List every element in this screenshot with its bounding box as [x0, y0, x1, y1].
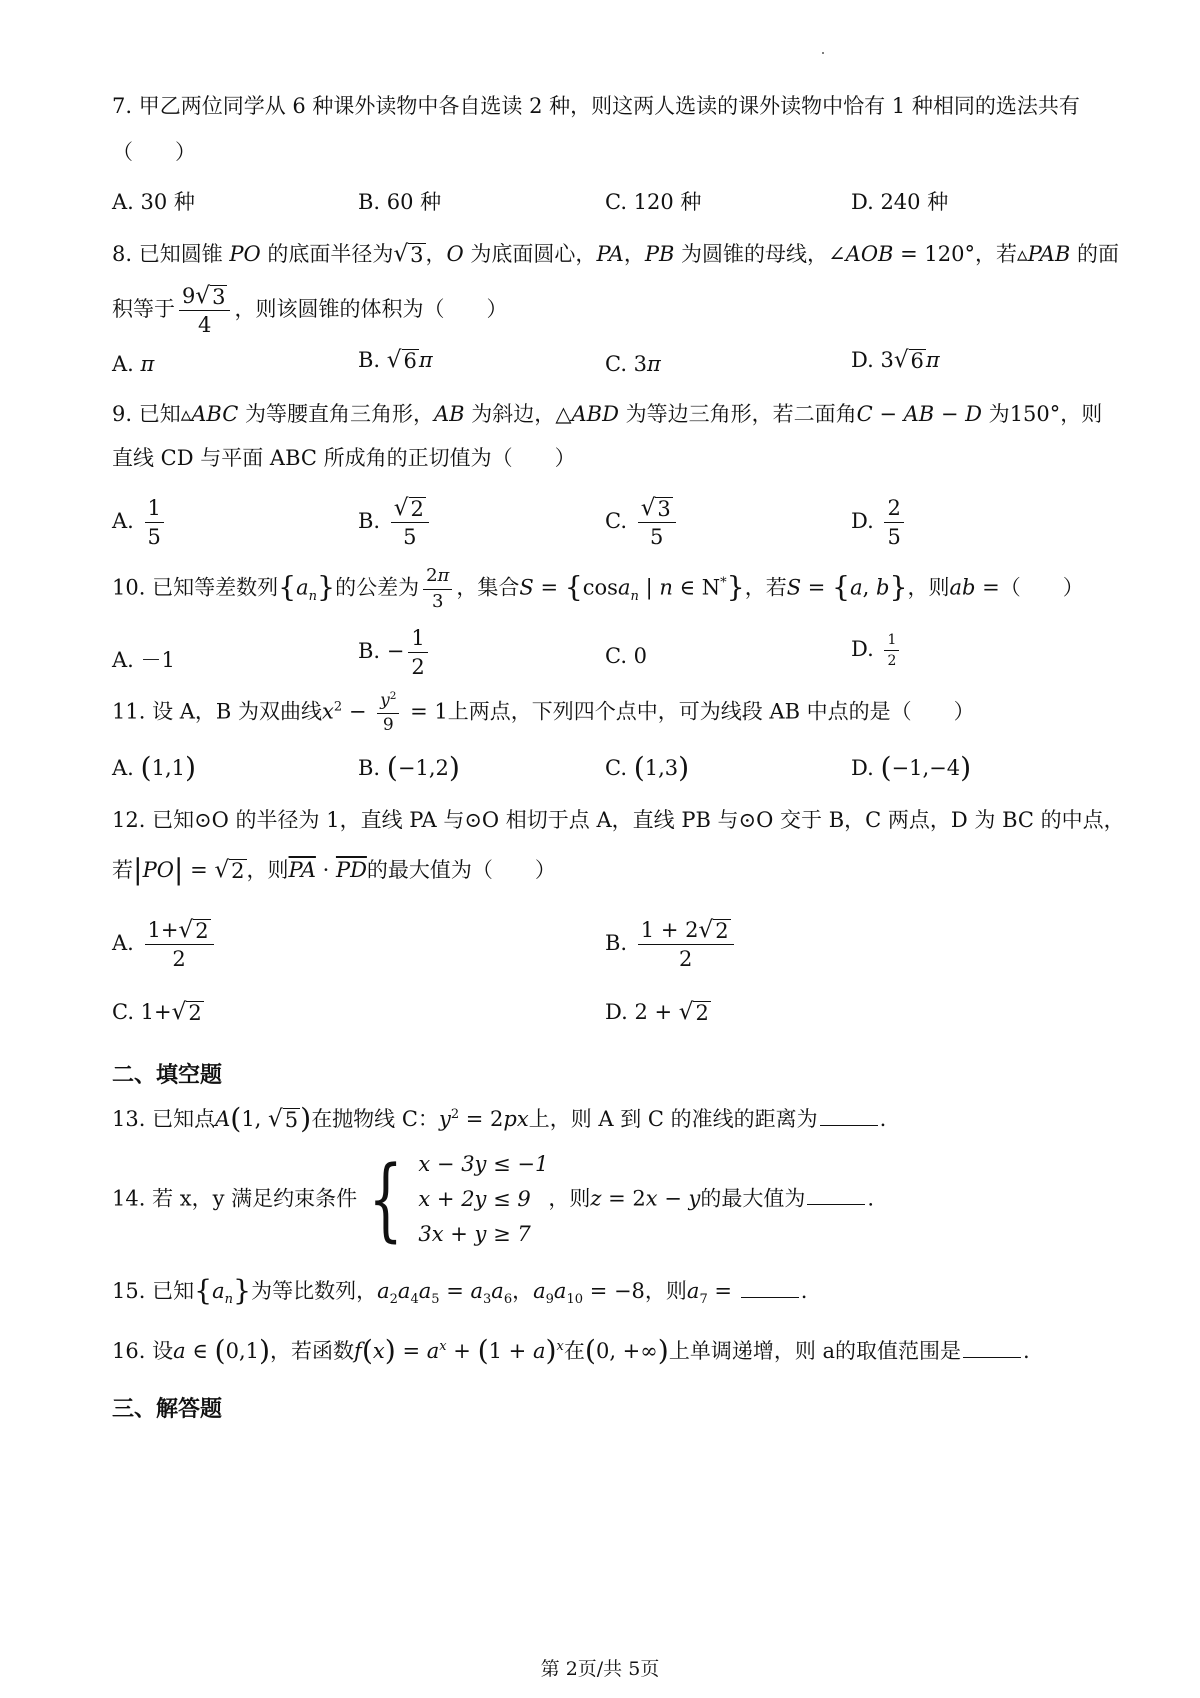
- question-7-paren: （ ）: [112, 140, 196, 164]
- section-heading-fill-in: 二、填空题: [112, 1063, 223, 1088]
- q10-option-d: D. $\frac{1}{2}$: [851, 632, 903, 669]
- q10-option-c: C. 0: [605, 644, 648, 668]
- answer-blank-15[interactable]: [741, 1276, 799, 1298]
- question-11: 11. 设 A，B 为双曲线$x^2$ − $\frac{y^2}{9}$ = 1上两点，下列四个点中，可为线段 AB 中点的是（ ）: [112, 690, 975, 736]
- question-13: 13. 已知点A(1, √ 5 )在抛物线 C：$y^2 = 2px$上，则 A 到 C 的准线的距离为 .: [112, 1102, 887, 1135]
- q11-option-c: C. (1,3): [605, 751, 690, 784]
- question-7: [112, 94, 1112, 119]
- speck: [822, 52, 824, 54]
- q12-option-b: B. 1 + 2 √ 2 2: [605, 918, 738, 971]
- q7-option-d: D. 240 种: [851, 190, 949, 214]
- question-10: 10. 已知等差数列$\{a_n\}$的公差为 $\frac{2\pi}{3}$ ，集合S = {cosa$_n$ | n ∈ N*}，若S = {a, b}，则ab =（ ）: [112, 565, 1084, 612]
- question-9-line-1: 9. 已知▵ABC 为等腰直角三角形，AB 为斜边，△ABD 为等边三角形，若二面角C − AB − D 为150°，则: [112, 402, 1103, 426]
- q8-option-c: C. 3π: [605, 352, 661, 376]
- q11-option-b: B. (−1,2): [358, 751, 460, 784]
- q9-option-c: C. √ 3 5: [605, 496, 680, 549]
- question-8-line-1: 8. 已知圆锥 PO 的底面半径为 √ 3 ，O 为底面圆心，PA，PB 为圆锥的母线，∠AOB = 120°，若▵PAB 的面: [112, 241, 1120, 267]
- question-12-line-2: 若|PO| = √ 2 ，则$\overline{PA} \cdot \overline{PD}$的最大值为（ ）: [112, 853, 556, 886]
- question-12-line-1: 12. 已知⊙O 的半径为 1，直线 PA 与⊙O 相切于点 A，直线 PB 与⊙O 交于 B，C 两点，D 为 BC 的中点，: [112, 808, 1125, 832]
- q12-option-d: D. 2 + √ 2: [605, 999, 709, 1025]
- q8-option-d: D. 3 √ 6 π: [851, 347, 940, 373]
- question-14: 14. 若 x，y 满足约束条件 { x − 3y ≤ −1 x + 2y ≤ 9 3x + y ≥ 7 ，则z = 2x − y的最大值为 .: [112, 1146, 875, 1252]
- constraint-system: { x − 3y ≤ −1 x + 2y ≤ 9 3x + y ≥ 7: [368, 1146, 549, 1252]
- q10-option-a: A. －1: [112, 648, 175, 672]
- answer-blank-16[interactable]: [963, 1336, 1021, 1358]
- q11-option-d: D. (−1,−4): [851, 751, 972, 784]
- q10-option-b: B. − $\frac{1}{2}$: [358, 626, 432, 679]
- question-16: 16. 设a ∈ (0,1)，若函数$f(x) = a^x + (1 + a)^x$在(0, +∞)上单调递增，则 a的取值范围是 .: [112, 1334, 1030, 1367]
- section-heading-solutions: 三、解答题: [112, 1397, 223, 1422]
- q9-option-b: B. √ 2 5: [358, 496, 433, 549]
- question-8-line-2: 积等于 9 √ 3 4 ，则该圆锥的体积为（ ）: [112, 283, 508, 338]
- page-footer: 第 2页/共 5页: [540, 1658, 660, 1680]
- q11-option-a: A. (1,1): [112, 751, 197, 784]
- q8-option-a: A. π: [112, 352, 155, 376]
- q8-option-b: B. √ 6 π: [358, 347, 433, 373]
- q9-option-a: A. $\frac{1}{5}$: [112, 496, 168, 549]
- q12-option-a: A. 1+ √ 2 2: [112, 918, 218, 971]
- q7-option-b: B. 60 种: [358, 190, 442, 214]
- question-15: 15. 已知$\{a_n\}$为等比数列，$a_2a_4a_5 = a_3a_6$，$a_9a_{10} = -8$，则$a_7$ = .: [112, 1274, 808, 1308]
- answer-blank-13[interactable]: [820, 1104, 878, 1126]
- q9-option-d: D. $\frac{2}{5}$: [851, 496, 908, 549]
- q12-option-c: C. 1+ √ 2: [112, 999, 202, 1025]
- question-7-text: 7. 甲乙两位同学从 6 种课外读物中各自选读 2 种，则这两人选读的课外读物中恰有 1 种相同的选法共有: [112, 94, 1080, 118]
- question-9-line-2: 直线 CD 与平面 ABC 所成角的正切值为（ ）: [112, 446, 576, 470]
- answer-blank-14[interactable]: [807, 1183, 865, 1205]
- q7-option-c: C. 120 种: [605, 190, 702, 214]
- q7-option-a: A. 30 种: [112, 190, 195, 214]
